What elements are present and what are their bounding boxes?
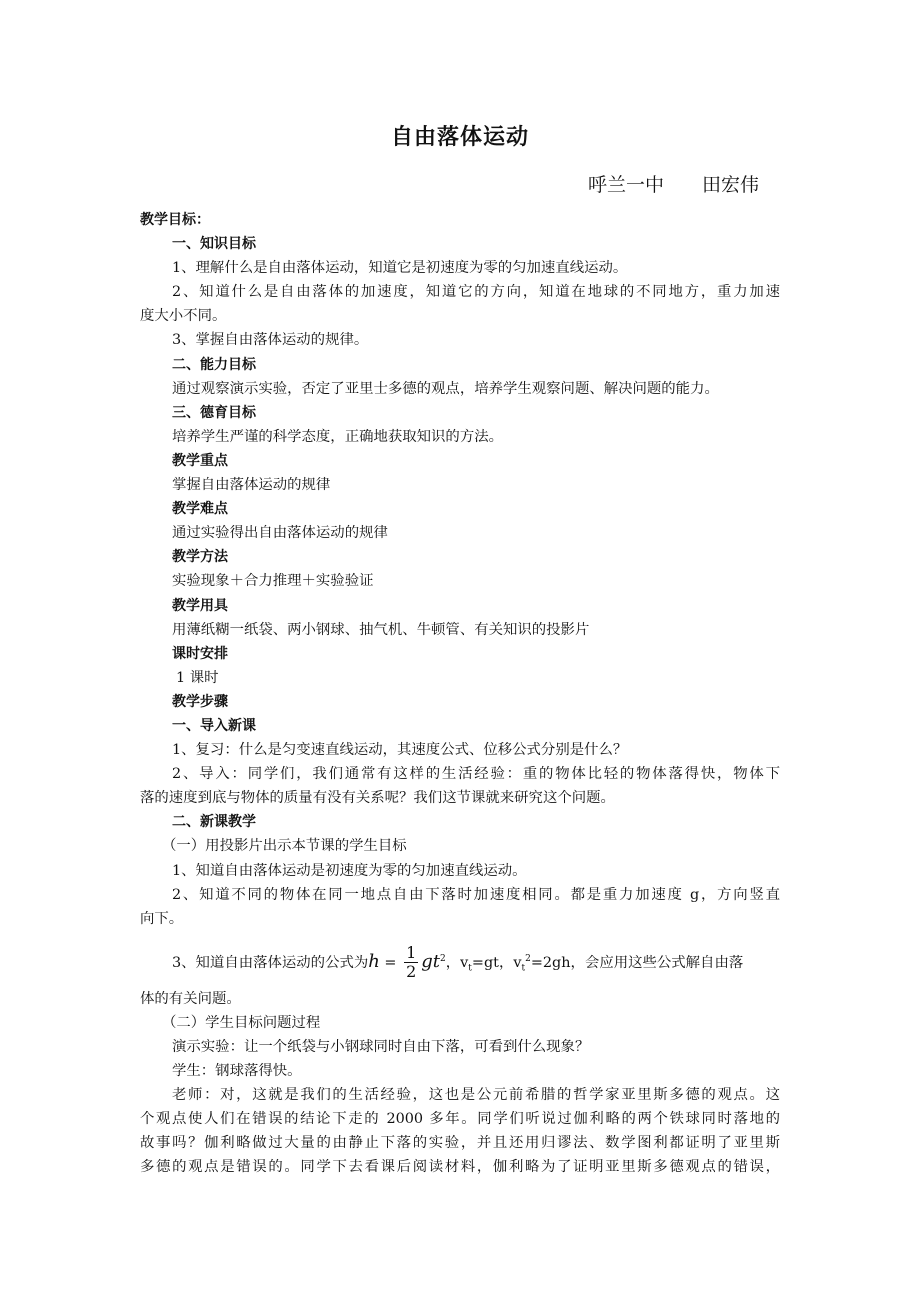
paragraph-line: 体的有关问题。 [140, 990, 241, 1007]
formula-vt-gt: =gt，v [471, 954, 522, 971]
paragraph-line: 3、掌握自由落体运动的规律。 [172, 332, 369, 349]
section-heading: 教学方法 [172, 549, 228, 566]
subsection-heading: 一、知识目标 [172, 236, 256, 253]
subsection-heading: 二、新课教学 [172, 814, 256, 831]
formula-rest: =2gh，会应用这些公式解自由落 [530, 954, 744, 971]
paragraph-line: （二）学生目标问题过程 [162, 1014, 321, 1031]
document-title: 自由落体运动 [390, 125, 529, 150]
paragraph-line: 落的速度到底与物体的质量有没有关系呢？我们这节课就来研究这个问题。 [140, 790, 615, 807]
formula-prefix: 3、知道自由落体运动的公式为 [172, 954, 369, 971]
formula-square: 2 [440, 953, 446, 964]
paragraph-line: 1、理解什么是自由落体运动，知道它是初速度为零的匀加速直线运动。 [172, 260, 628, 277]
superscript-2: 2 [525, 953, 531, 964]
formula-gt: gt [421, 950, 441, 972]
formula-comma: ，v [445, 954, 469, 971]
subscript-t: t [521, 963, 526, 974]
paragraph-line: 1、复习：什么是匀变速直线运动，其速度公式、位移公式分别是什么？ [172, 742, 628, 759]
paragraph-line: 个观点使人们在错误的结论下走的 2000 多年。同学们听说过伽利略的两个铁球同时落地的 [140, 1111, 780, 1128]
fraction-numerator: 1 [406, 943, 417, 963]
paragraph-line: 通过观察演示实验，否定了亚里士多德的观点，培养学生观察问题、解决问题的能力。 [172, 380, 719, 397]
paragraph-line: 老师：对，这就是我们的生活经验，这也是公元前希腊的哲学家亚里斯多德的观点。这 [172, 1087, 780, 1104]
paragraph-line: 故事吗？伽利略做过大量的由静止下落的实验，并且还用归谬法、数学图利都证明了亚里斯 [140, 1135, 780, 1152]
paragraph-line: 1、知道自由落体运动是初速度为零的匀加速直线运动。 [172, 862, 527, 879]
section-heading: 课时安排 [172, 645, 228, 662]
section-heading: 教学步骤 [172, 693, 228, 710]
paragraph-line: 培养学生严谨的科学态度，正确地获取知识的方法。 [172, 428, 503, 445]
paragraph-line: 2、知道不同的物体在同一地点自由下落时加速度相同。都是重力加速度 g，方向竖直 [172, 886, 780, 903]
fraction-denominator: 2 [406, 962, 417, 982]
formula-line [140, 933, 780, 985]
section-heading: 教学用具 [172, 597, 228, 614]
paragraph-line: 度大小不同。 [140, 308, 227, 325]
fraction [404, 944, 418, 981]
subsection-heading: 一、导入新课 [172, 717, 256, 734]
paragraph-line: 通过实验得出自由落体运动的规律 [172, 525, 388, 542]
author-line: 呼兰一中 田宏伟 [588, 174, 760, 196]
document-body [140, 208, 780, 1180]
formula-h: h [368, 950, 380, 972]
paragraph-line: 1 课时 [176, 669, 219, 686]
paragraph-line: 向下。 [140, 910, 184, 927]
subscript-t: t [468, 963, 472, 974]
paragraph-line: 演示实验：让一个纸袋与小钢球同时自由下落，可看到什么现象？ [172, 1039, 590, 1055]
paragraph-line: 2、导入：同学们，我们通常有这样的生活经验：重的物体比轻的物体落得快，物体下 [172, 766, 780, 783]
paragraph-line: （一）用投影片出示本节课的学生目标 [162, 838, 407, 855]
formula-equals: = [379, 954, 402, 971]
section-heading: 教学难点 [172, 501, 228, 518]
paragraph-line: 掌握自由落体运动的规律 [172, 477, 331, 494]
subsection-heading: 三、德育目标 [172, 404, 256, 421]
paragraph-line: 2、知道什么是自由落体的加速度，知道它的方向，知道在地球的不同地方，重力加速 [172, 284, 780, 301]
paragraph-line: 学生：钢球落得快。 [172, 1063, 302, 1080]
section-heading: 教学重点 [172, 452, 228, 469]
subsection-heading: 二、能力目标 [172, 356, 256, 373]
paragraph-line: 用薄纸糊一纸袋、两小钢球、抽气机、牛顿管、有关知识的投影片 [172, 621, 590, 638]
paragraph-line: 实验现象＋合力推理＋实验验证 [172, 573, 374, 590]
section-heading: 教学目标： [140, 212, 210, 228]
paragraph-line: 多德的观点是错误的。同学下去看课后阅读材料，伽利略为了证明亚里斯多德观点的错误， [140, 1159, 780, 1176]
